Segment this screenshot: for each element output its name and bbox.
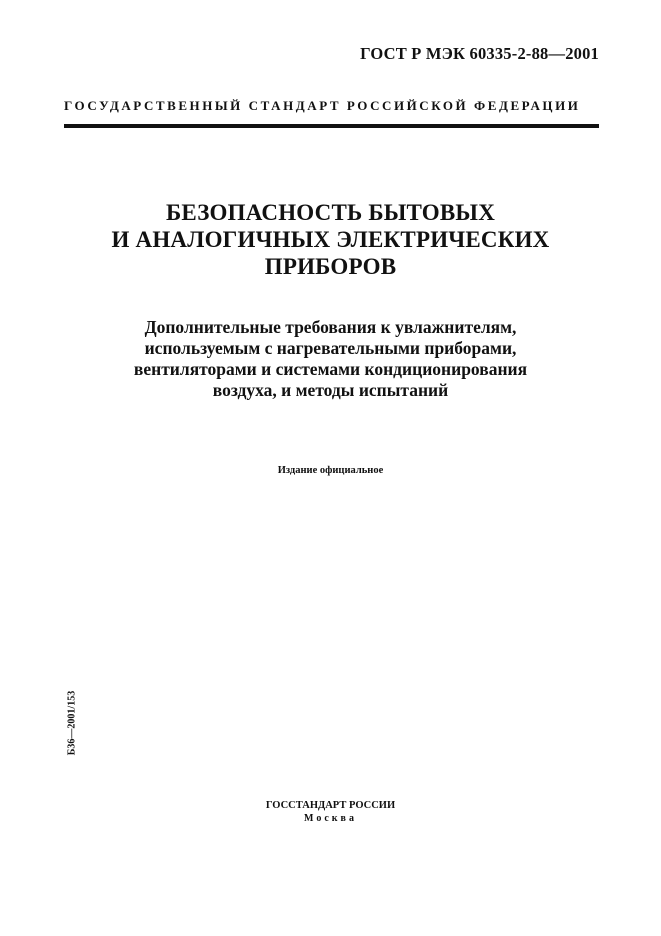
- side-catalog-code: Б36—2001/153: [66, 690, 78, 756]
- header-rule: [64, 124, 599, 128]
- edition-label: Издание официальное: [277, 465, 384, 476]
- subtitle: [0, 317, 661, 401]
- state-standard-header: ГОСУДАРСТВЕННЫЙ СТАНДАРТ РОССИЙСКОЙ ФЕДЕРАЦИИ: [64, 98, 581, 113]
- subtitle-line: воздуха, и методы испытаний: [212, 380, 449, 400]
- main-title: [0, 199, 661, 280]
- subtitle-line: используемым с нагревательными приборами,: [144, 338, 517, 358]
- main-title-line: И АНАЛОГИЧНЫХ ЭЛЕКТРИЧЕСКИХ: [111, 227, 550, 252]
- subtitle-line: Дополнительные требования к увлажнителям,: [144, 317, 517, 337]
- subtitle-line: вентиляторами и системами кондиционирования: [133, 359, 528, 379]
- standard-number: ГОСТ Р МЭК 60335-2-88—2001: [360, 44, 599, 63]
- publisher: ГОССТАНДАРТ РОССИИ: [265, 800, 396, 811]
- main-title-line: ПРИБОРОВ: [264, 254, 397, 279]
- publisher-city: Москва: [304, 813, 357, 824]
- main-title-line: БЕЗОПАСНОСТЬ БЫТОВЫХ: [165, 200, 496, 225]
